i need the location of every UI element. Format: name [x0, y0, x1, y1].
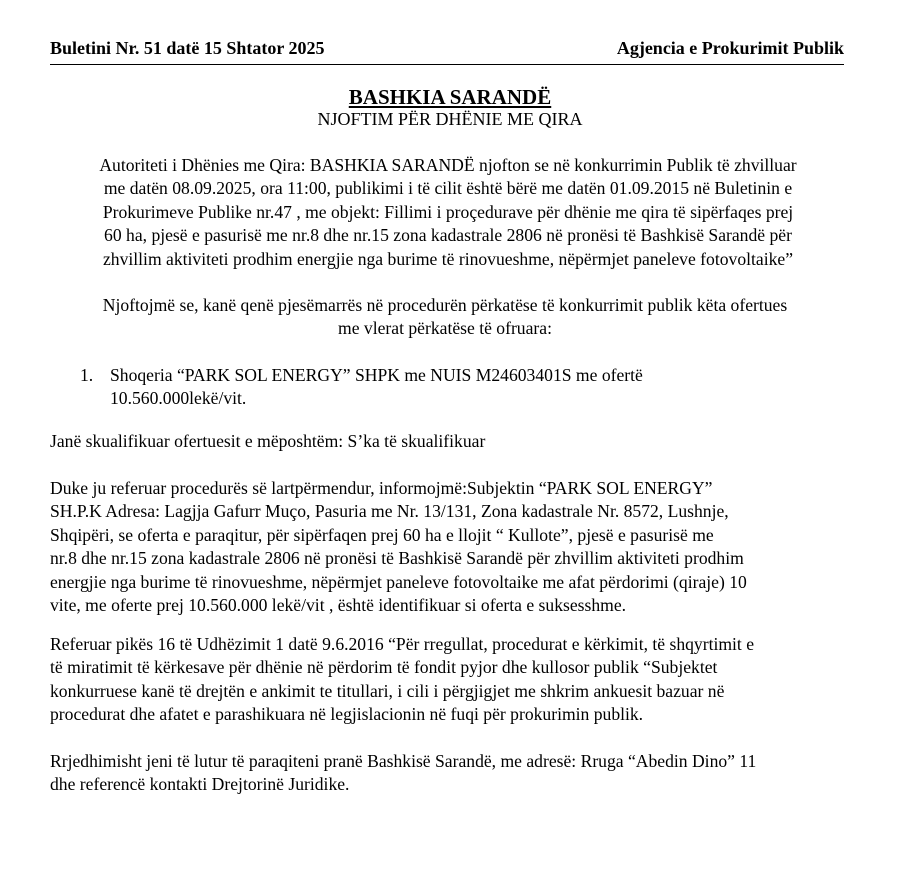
intro-line: me datën 08.09.2025, ora 11:00, publikimi i të cilit është bërë me datën 01.09.2015 në Buletinin e [103, 178, 793, 199]
bidder-number: 1. [80, 365, 94, 385]
winner-line: vite, me oferte prej 10.560.000 lekë/vit , është identifikuar si oferta e suksesshme. [50, 595, 627, 616]
winner-line: Shqipëri, se oferta e paraqitur, për sipërfaqen prej 60 ha e llojit “ Kullote”, pjesë e pasurisë me [50, 524, 714, 545]
participants-line: me vlerat përkatëse të ofruara: [338, 318, 552, 339]
participants-paragraph [50, 294, 840, 341]
intro-line: 60 ha, pjesë e pasurisë me nr.8 dhe nr.15 zona kadastrale 2806 në pronësi të Bashkisë Sarandë për [104, 225, 792, 246]
bidder-text [110, 364, 840, 411]
bidder-line: Shoqeria “PARK SOL ENERGY” SHPK me NUIS M24603401S me ofertë [110, 365, 643, 385]
page-title: BASHKIA SARANDË [348, 85, 552, 109]
page-subtitle: NJOFTIM PËR DHËNIE ME QIRA [317, 109, 583, 129]
participants-line: Njoftojmë se, kanë qenë pjesëmarrës në procedurën përkatëse të konkurrimit publik këta ofertues [102, 295, 788, 315]
bulletin-number: Buletini Nr. 51 datë 15 Shtator 2025 [50, 38, 325, 58]
winner-line: Duke ju referuar procedurës së lartpërmendur, informojmë:Subjektin “PARK SOL ENERGY” [50, 478, 713, 498]
appeal-line: procedurat dhe afatet e parashikuara në legjislacionin në fuqi për prokurimin publik. [50, 704, 644, 725]
appeal-paragraph [50, 633, 850, 727]
winner-paragraph [50, 477, 840, 617]
intro-paragraph [56, 154, 840, 271]
closing-paragraph [50, 750, 850, 797]
disqualified-paragraph: Janë skualifikuar ofertuesit e mëposhtëm: S’ka të skualifikuar [50, 431, 486, 451]
intro-line: Prokurimeve Publike nr.47 , me objekt: Fillimi i proçedurave për dhënie me qira të sipërfaqes prej [102, 201, 794, 222]
bidder-line: 10.560.000lekë/vit. [110, 388, 247, 409]
appeal-line: Referuar pikës 16 të Udhëzimit 1 datë 9.6.2016 “Për rregullat, procedurat e kërkimit, të shqyrtimit e [50, 634, 755, 654]
bulletin-header [50, 38, 844, 65]
winner-line: energjie nga burime të rinovueshme, nëpërmjet paneleve fotovoltaike me afat përdorimi (qiraje) 10 [50, 571, 747, 592]
intro-line: zhvillim aktiviteti prodhim energjie nga burime të rinovueshme, nëpërmjet paneleve fotovoltaike” [102, 248, 793, 269]
agency-name: Agjencia e Prokurimit Publik [616, 38, 844, 58]
closing-line: dhe referencë kontakti Drejtorinë Juridike. [50, 774, 350, 795]
appeal-line: të miratimit të kërkesave për dhënie në përdorim të fondit pyjor dhe kullosor publik “Subjektet [50, 657, 718, 678]
closing-line: Rrjedhimisht jeni të lutur të paraqiteni pranë Bashkisë Sarandë, me adresë: Rruga “Abedin Dino” 11 [50, 751, 757, 771]
appeal-line: konkurruese kanë të drejtën e ankimit te titullari, i cili i përgjigjet me shkrim ankuesit bazuar në [50, 680, 725, 701]
winner-line: SH.P.K Adresa: Lagjja Gafurr Muço, Pasuria me Nr. 13/131, Zona kadastrale Nr. 8572, Lushnje, [50, 501, 729, 522]
intro-line: Autoriteti i Dhënies me Qira: BASHKIA SARANDË njofton se në konkurrimin Publik të zhvilluar [99, 155, 797, 175]
winner-line: nr.8 dhe nr.15 zona kadastrale 2806 në pronësi të Bashkisë Sarandë për zhvillim aktiviteti prodhim [50, 548, 744, 569]
